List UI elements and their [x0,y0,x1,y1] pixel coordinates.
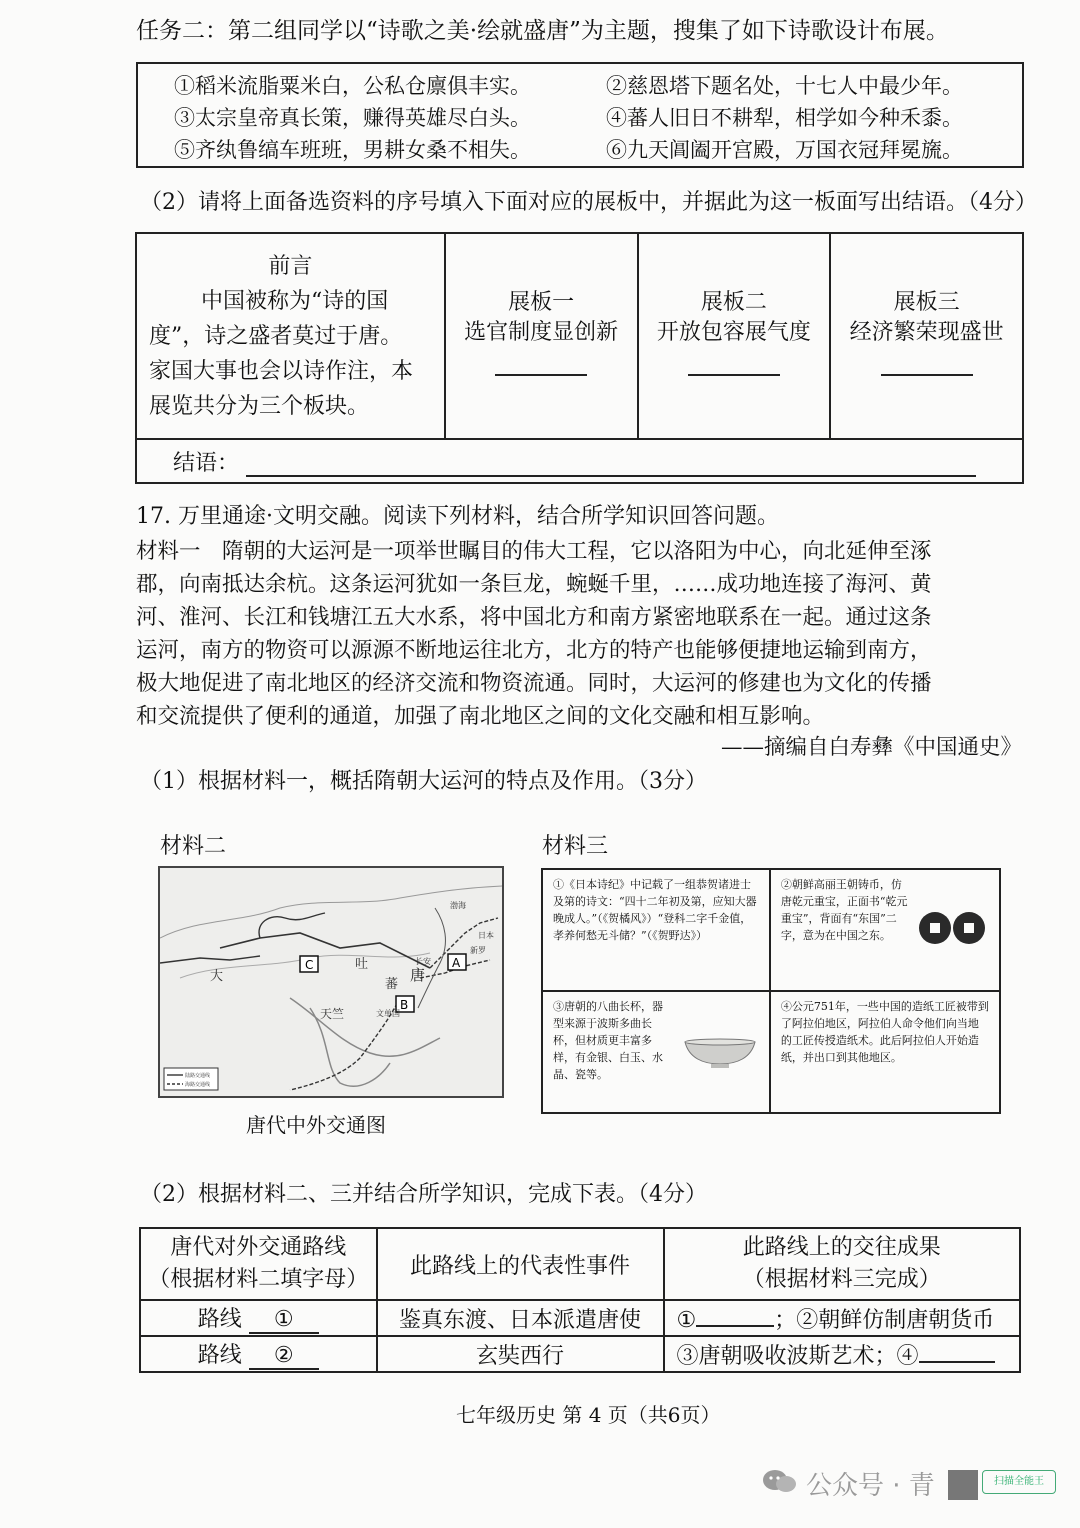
material-3-cell-2 [770,869,1000,991]
q17-title: 17. 万里通途·文明交融。阅读下列材料，结合所学知识回答问题。 [136,504,779,529]
header-result [664,1228,1020,1300]
task2-question: （2）请将上面备选资料的序号填入下面对应的展板中，并据此为这一板面写出结语。（4分） [140,190,1037,215]
material-3-text: ②朝鲜高丽王朝铸币，仿唐乾元重宝，正面书“乾元重宝”，背面有“东国”二字，意为在中国之东。 [780,878,908,942]
board-answer-blank[interactable] [688,348,780,376]
route-1-result [664,1300,1020,1336]
map-caption: 唐代中外交通图 [246,1113,386,1137]
route-1-blank[interactable] [249,1307,319,1334]
exhibition-table [135,232,1024,484]
map-marker-a: A [452,956,461,970]
route-1-event: 鉴真东渡、日本派遣唐使 [377,1300,664,1336]
material-1-line: 河、淮河、长江和钱塘江五大水系，将中国北方和南方紧密地联系在一起。通过这条 [136,605,932,630]
poems-box [136,62,1024,168]
result-1-blank[interactable] [696,1305,774,1327]
conclusion-blank[interactable] [246,453,976,477]
material-3-text: ①《日本诗纪》中记载了一组恭贺诸进士及第的诗文：“四十二年初及第，应知大器晚成人。”（《贺橘风》）“登科二字千金值，孝养何愁无斗储？”（《贺野达》） [553,878,757,942]
material-1-line: 郡，向南抵达余杭。这条运河犹如一条巨龙，蜿蜒千里，……成功地连接了海河、黄 [136,572,932,597]
header-result-title: 此路线上的交往成果 [742,1235,941,1260]
result-text: ③唐朝吸收波斯艺术；④ [676,1343,919,1369]
material-3-text: ③唐朝的八曲长杯，器型来源于波斯多曲长杯，但材质更丰富多样，有金银、白玉、水晶、瓷等。 [553,1000,663,1081]
map-place: 日本 [478,931,494,940]
result-text: ；②朝鲜仿制唐朝货币 [774,1307,995,1333]
route-1-cell [140,1300,377,1336]
result-number: ① [676,1307,697,1333]
material-1 [136,535,932,733]
header-route [140,1228,377,1300]
board-answer-blank[interactable] [495,348,587,376]
material-1-line: 运河，南方的物资可以源源不断地运往北方，北方的特产也能够便捷地运输到南方， [136,638,932,663]
board-name: 展板三 [893,289,960,315]
board-2 [638,233,831,439]
material-1-line: 极大地促进了南北地区的经济交流和物资流通。同时，大运河的修建也为文化的传播 [136,671,932,696]
board-1 [445,233,638,439]
poem-2: ②慈恩塔下题名处，十七人中最少年。 [606,74,963,98]
map-place: 蕃 [385,977,399,992]
header-route-note: （根据材料二填字母） [148,1267,369,1292]
board-answer-blank[interactable] [881,348,973,376]
preface-line: 度”，诗之盛者莫过于唐。 [149,323,403,349]
route-number: ② [273,1343,294,1368]
preface-cell [136,233,445,439]
material-3-label: 材料三 [542,834,609,859]
route-label: 路线 [197,1307,242,1332]
preface-line: 中国被称为“诗的国 [201,288,389,314]
board-theme: 经济繁荣现盛世 [849,319,1004,345]
map-place: 吐 [355,957,369,972]
material-3-cell-4 [770,991,1000,1113]
material-1-source: ——摘编自白寿彝《中国通史》 [720,735,1022,760]
route-2-result [664,1336,1020,1372]
map-marker-c: C [305,958,314,972]
map-place: 天竺 [320,1007,345,1021]
poem-1: ①稻米流脂粟米白，公私仓廪俱丰实。 [174,74,531,98]
page-footer: 七年级历史 第 4 页（共6页） [456,1403,721,1427]
map-marker-b: B [400,998,409,1012]
result-4-blank[interactable] [919,1341,995,1363]
material-3-text: ④公元751年，一些中国的造纸工匠被带到了阿拉伯地区，阿拉伯人命令他们向当地的工匠传授造纸术。此后阿拉伯人开始造纸，并出口到其他地区。 [780,1000,989,1064]
legend-land: 陆路交通线 [185,1073,211,1079]
material-2-label: 材料二 [160,834,227,859]
task2-title: 任务二：第二组同学以“诗歌之美·绘就盛唐”为主题，搜集了如下诗歌设计布展。 [136,18,949,44]
cup-image [681,1036,759,1070]
scanner-badge: 扫描全能王 [982,1470,1056,1494]
map-place: 长安 [415,957,431,966]
board-name: 展板一 [508,289,575,315]
header-event: 此路线上的代表性事件 [377,1228,664,1300]
routes-table [139,1227,1021,1373]
preface-line: 展览共分为三个板块。 [149,393,370,419]
material-3-cell-3 [542,991,770,1113]
map-place: 唐 [410,966,426,984]
conclusion-label: 结语： [173,450,240,476]
map-drawing [160,868,502,1096]
tang-traffic-map [158,866,504,1098]
poem-4: ④蕃人旧日不耕犁，相学如今种禾黍。 [606,106,963,130]
board-theme: 选官制度显创新 [464,319,619,345]
poem-5: ⑤齐纨鲁缟车班班，男耕女桑不相失。 [174,138,531,162]
qr-code-icon [948,1470,978,1500]
route-number: ① [273,1307,294,1332]
header-route-title: 唐代对外交通路线 [170,1235,347,1260]
coin-image [917,908,989,948]
route-2-blank[interactable] [249,1343,319,1370]
board-3 [830,233,1023,439]
board-name: 展板二 [700,289,767,315]
preface-title: 前言 [268,253,313,279]
material-1-line: 材料一 隋朝的大运河是一项举世瞩目的伟大工程，它以洛阳为中心，向北延伸至涿 [136,539,932,564]
route-2-event: 玄奘西行 [377,1336,664,1372]
map-place: 大 [210,969,224,984]
q17-question-2: （2）根据材料二、三并结合所学知识，完成下表。（4分） [140,1182,707,1207]
material-3-cell-1 [542,869,770,991]
board-theme: 开放包容展气度 [656,319,811,345]
route-label: 路线 [197,1343,242,1368]
preface-line: 家国大事也会以诗作注，本 [149,358,414,384]
header-result-note: （根据材料三完成） [742,1267,941,1292]
map-place: 渤海 [450,901,466,910]
route-2-cell [140,1336,377,1372]
material-3-grid [541,868,1001,1114]
q17-question-1: （1）根据材料一，概括隋朝大运河的特点及作用。（3分） [140,769,707,794]
wechat-icon [762,1468,798,1494]
poem-6: ⑥九天阊阖开宫殿，万国衣冠拜冕旒。 [606,138,963,162]
map-place: 文单国 [376,1009,400,1018]
conclusion-row [136,439,1023,483]
material-1-line: 和交流提供了便利的通道，加强了南北地区之间的文化交融和相互影响。 [136,704,825,729]
poem-3: ③太宗皇帝真长策，赚得英雄尽白头。 [174,106,531,130]
legend-sea: 海路交通线 [185,1082,211,1088]
watermark-text: 公众号 · 青 [806,1471,935,1501]
map-place: 新罗 [470,946,486,955]
